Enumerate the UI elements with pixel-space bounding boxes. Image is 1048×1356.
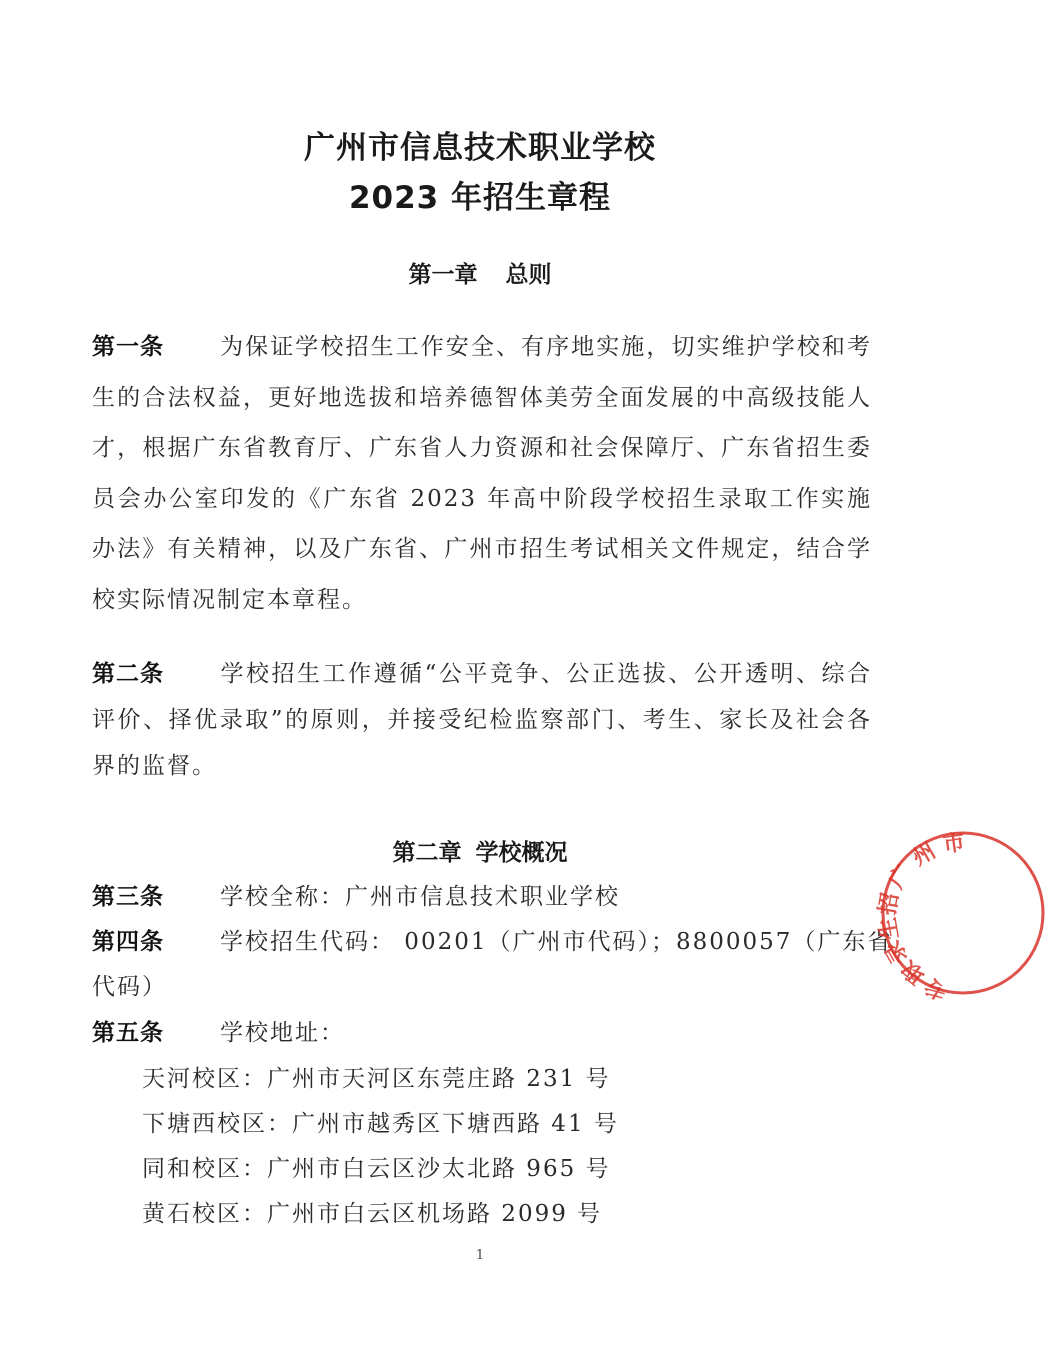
document-title: 广州市信息技术职业学校 — [304, 130, 656, 166]
article-text: 学校招生代码： 00201（广州市代码）；8800057（广东省 — [220, 929, 893, 955]
article-3 — [92, 878, 882, 911]
svg-text:录: 录 — [880, 935, 914, 968]
svg-text:广: 广 — [884, 861, 918, 894]
article-text: 学校全称：广州市信息技术职业学校 — [220, 884, 620, 910]
chapter-name: 学校概况 — [475, 840, 568, 866]
article-text: 学校地址： — [220, 1020, 345, 1046]
svg-text:专: 专 — [921, 972, 950, 1003]
official-seal-stamp — [875, 828, 1048, 1003]
chapter-heading-1 — [0, 256, 960, 289]
page-number: 1 — [475, 1248, 485, 1263]
article-label: 第四条 — [92, 929, 164, 955]
campus-address: 天河校区：广州市天河区东莞庄路 231 号 — [142, 1066, 611, 1092]
svg-text:州: 州 — [908, 838, 941, 872]
article-4-continued: 代码） — [92, 974, 167, 1000]
chapter-heading-2 — [0, 834, 960, 867]
article-1 — [92, 322, 872, 625]
chapter-number: 第一章 — [408, 262, 478, 288]
article-label: 第二条 — [92, 661, 164, 687]
chapter-name: 总则 — [505, 262, 552, 288]
campus-address: 同和校区：广州市白云区沙太北路 965 号 — [142, 1156, 611, 1182]
article-text: 学校招生工作遵循“公平竞争、公正选拔、公开透明、综合评价、择优录取”的原则，并接受纪检监察部门、考生、家长及社会各界的监督。 — [92, 661, 872, 779]
article-4 — [92, 923, 893, 956]
svg-text:市: 市 — [941, 830, 967, 858]
chapter-number: 第二章 — [392, 840, 462, 866]
campus-address: 下塘西校区：广州市越秀区下塘西路 41 号 — [142, 1111, 619, 1137]
article-label: 第一条 — [92, 334, 164, 360]
article-label: 第三条 — [92, 884, 164, 910]
article-label: 第五条 — [92, 1020, 164, 1046]
svg-text:取: 取 — [896, 955, 930, 989]
article-text: 为保证学校招生工作安全、有序地实施，切实维护学校和考生的合法权益，更好地选拔和培养德智体美劳全面发展的中高级技能人才，根据广东省教育厅、广东省人力资源和社会保障厅、广东省招生委员会办公室印发的《广东省 2023 年高中阶段学校招生录取工作实施办法》有关精神，以及广东省、广州市招生考试相关文件规定，结合学校实际情况制定本章程。 — [92, 334, 872, 613]
svg-text:生: 生 — [875, 915, 904, 942]
article-2 — [92, 651, 872, 789]
document-subtitle: 2023 年招生章程 — [348, 180, 612, 216]
svg-text:招: 招 — [875, 891, 904, 918]
campus-address: 黄石校区：广州市白云区机场路 2099 号 — [142, 1201, 603, 1227]
article-5 — [92, 1014, 882, 1047]
